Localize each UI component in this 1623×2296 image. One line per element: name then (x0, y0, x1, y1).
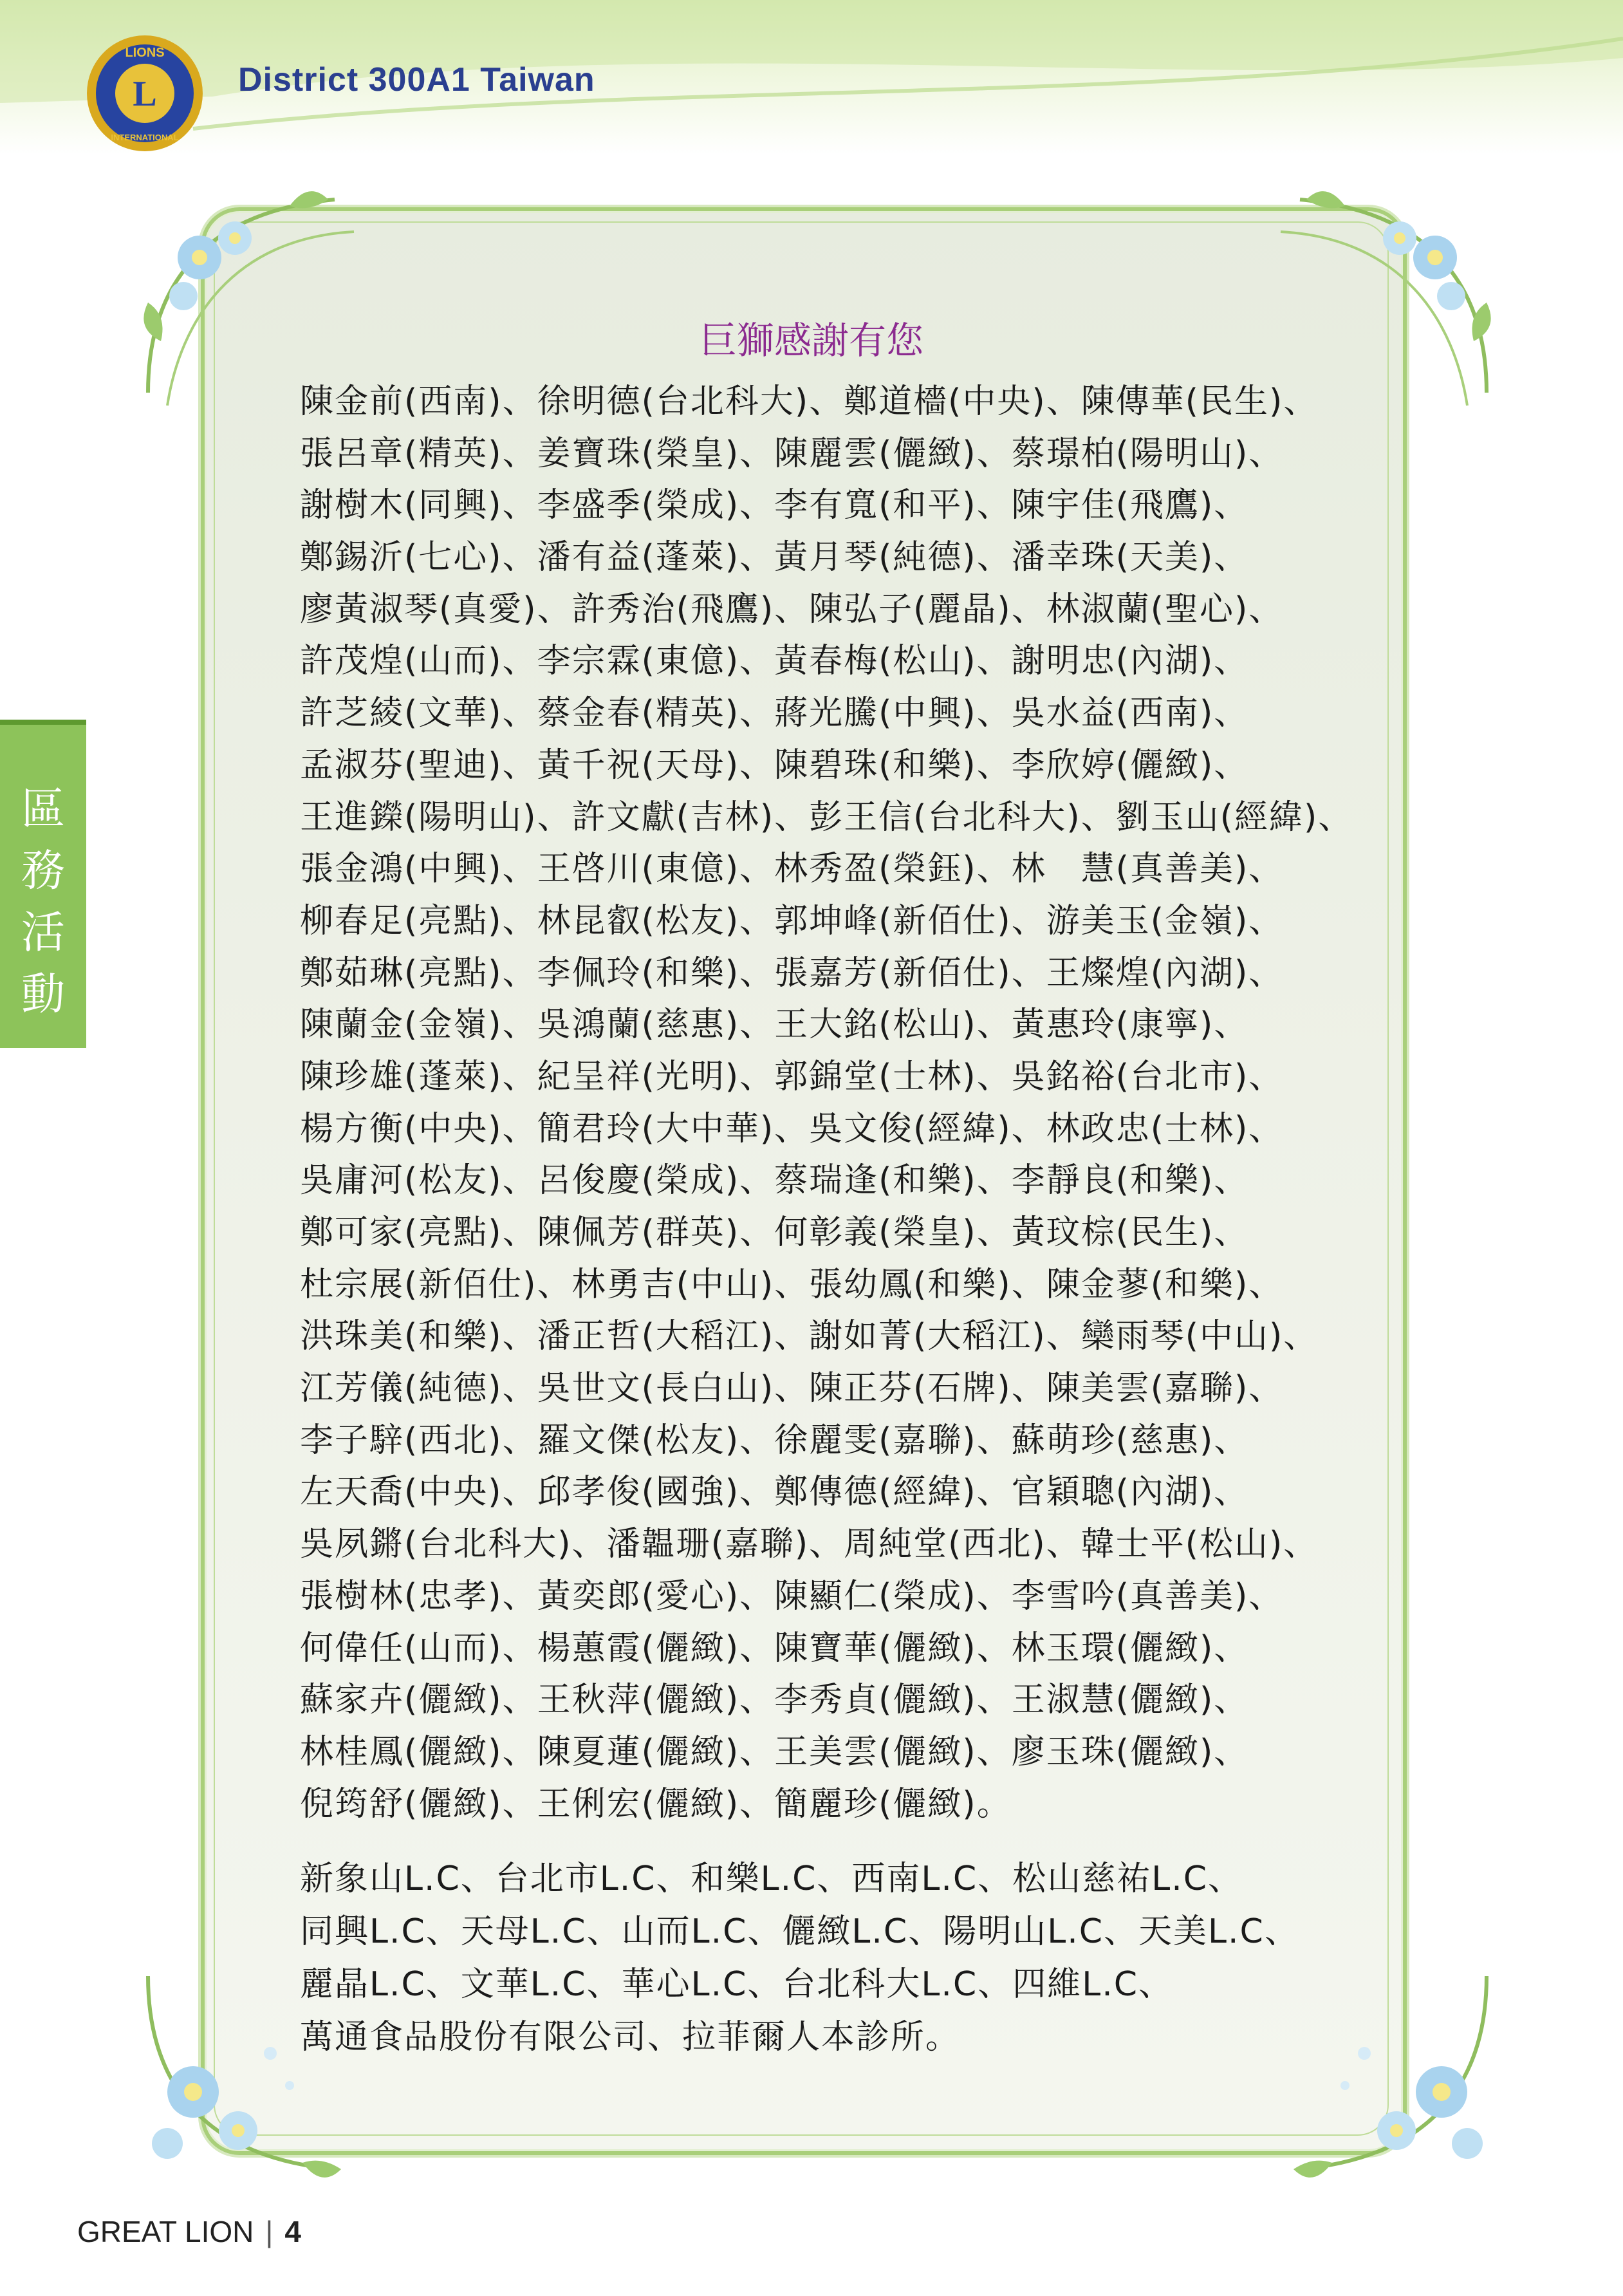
section-tab-char: 動 (21, 969, 65, 1020)
name-line: 陳蘭金(金嶺)、吳鴻蘭(慈惠)、王大銘(松山)、黃惠玲(康寧)、 (300, 1005, 1249, 1045)
name-line: 左天喬(中央)、邱孝俊(國強)、鄭傳德(經緯)、官穎聰(內湖)、 (300, 1473, 1249, 1512)
logo-text-top: LIONS (125, 46, 165, 60)
name-line: 林桂鳳(儷緻)、陳夏蓮(儷緻)、王美雲(儷緻)、廖玉珠(儷緻)、 (300, 1732, 1249, 1771)
name-line: 何偉任(山而)、楊蕙霞(儷緻)、陳寶華(儷緻)、林玉環(儷緻)、 (300, 1629, 1249, 1668)
donor-names (300, 376, 1355, 1830)
name-line: 鄭錫沂(七心)、潘有益(蓬萊)、黃月琴(純德)、潘幸珠(天美)、 (300, 538, 1249, 577)
name-line: 陳金前(西南)、徐明德(台北科大)、鄭道檣(中央)、陳傳華(民生)、 (300, 382, 1319, 421)
name-line: 杜宗展(新佰仕)、林勇吉(中山)、張幼鳳(和樂)、陳金蓼(和樂)、 (300, 1265, 1284, 1304)
club-line: 麗晶L.C、文華L.C、華心L.C、台北科大L.C、四維L.C、 (300, 1965, 1174, 2004)
name-line: 鄭可家(亮點)、陳佩芳(群英)、何彰義(榮皇)、黃玟棕(民生)、 (300, 1213, 1249, 1252)
name-line: 江芳儀(純德)、吳世文(長白山)、陳正芬(石牌)、陳美雲(嘉聯)、 (300, 1369, 1284, 1408)
logo-text-bottom: INTERNATIONAL (111, 133, 179, 142)
page-footer (77, 2214, 301, 2249)
name-line: 洪珠美(和樂)、潘正哲(大稻江)、謝如菁(大稻江)、欒雨琴(中山)、 (300, 1317, 1319, 1356)
name-line: 王進鑅(陽明山)、許文獻(吉林)、彭王信(台北科大)、劉玉山(經緯)、 (300, 798, 1353, 837)
page-title: 巨獅感謝有您 (699, 319, 923, 362)
name-line: 廖黃淑琴(真愛)、許秀治(飛鷹)、陳弘子(麗晶)、林淑蘭(聖心)、 (300, 590, 1284, 629)
name-line: 楊方衡(中央)、簡君玲(大中華)、吳文俊(經緯)、林政忠(士林)、 (300, 1109, 1284, 1148)
section-tab-char: 務 (21, 846, 65, 897)
name-line: 張金鴻(中興)、王啓川(東億)、林秀盈(榮鈺)、林 慧(真善美)、 (300, 850, 1284, 889)
magazine-name: GREAT LION (77, 2215, 254, 2248)
club-line: 萬通食品股份有限公司、拉菲爾人本診所。 (300, 2018, 961, 2057)
section-tab-char: 活 (21, 908, 65, 958)
name-line: 張樹林(忠孝)、黃奕郎(愛心)、陳顯仁(榮成)、李雪吟(真善美)、 (300, 1576, 1284, 1616)
name-line: 孟淑芬(聖迪)、黃千祝(天母)、陳碧珠(和樂)、李欣婷(儷緻)、 (300, 745, 1249, 785)
district-title: District 300A1 Taiwan (238, 61, 595, 98)
section-tab-char: 區 (21, 784, 65, 835)
logo-letter: L (133, 74, 157, 114)
section-tab-label (0, 779, 86, 1026)
name-line: 吳夙鏘(台北科大)、潘韞珊(嘉聯)、周純堂(西北)、韓士平(松山)、 (300, 1525, 1319, 1564)
name-line: 許芝綾(文華)、蔡金春(精英)、蔣光騰(中興)、吳水益(西南)、 (300, 694, 1249, 733)
footer-separator: | (265, 2215, 274, 2248)
name-line: 許茂煌(山而)、李宗霖(東億)、黃春梅(松山)、謝明忠(內湖)、 (300, 642, 1249, 681)
name-line: 吳庸河(松友)、呂俊慶(榮成)、蔡瑞逢(和樂)、李靜良(和樂)、 (300, 1161, 1249, 1200)
club-line: 同興L.C、天母L.C、山而L.C、儷緻L.C、陽明山L.C、天美L.C、 (300, 1912, 1299, 1951)
name-line: 鄭茹琳(亮點)、李佩玲(和樂)、張嘉芳(新佰仕)、王燦煌(內湖)、 (300, 953, 1284, 993)
club-list (300, 1853, 1394, 2064)
name-line: 陳珍雄(蓬萊)、紀呈祥(光明)、郭錦堂(士林)、吳銘裕(台北市)、 (300, 1057, 1284, 1096)
name-line: 倪筠舒(儷緻)、王俐宏(儷緻)、簡麗珍(儷緻)。 (300, 1784, 1012, 1824)
club-line: 新象山L.C、台北市L.C、和樂L.C、西南L.C、松山慈祐L.C、 (300, 1860, 1243, 1898)
name-line: 蘇家卉(儷緻)、王秋萍(儷緻)、李秀貞(儷緻)、王淑慧(儷緻)、 (300, 1681, 1249, 1720)
name-line: 謝樹木(同興)、李盛季(榮成)、李有寬(和平)、陳宇佳(飛鷹)、 (300, 486, 1249, 525)
lions-logo-icon (85, 33, 205, 153)
name-line: 柳春足(亮點)、林昆叡(松友)、郭坤峰(新佰仕)、游美玉(金嶺)、 (300, 901, 1284, 940)
name-line: 李子騂(西北)、羅文傑(松友)、徐麗雯(嘉聯)、蘇萌珍(慈惠)、 (300, 1421, 1249, 1460)
name-line: 張呂章(精英)、姜寶珠(榮皇)、陳麗雲(儷緻)、蔡璟柏(陽明山)、 (300, 434, 1284, 473)
page-number: 4 (284, 2215, 301, 2248)
